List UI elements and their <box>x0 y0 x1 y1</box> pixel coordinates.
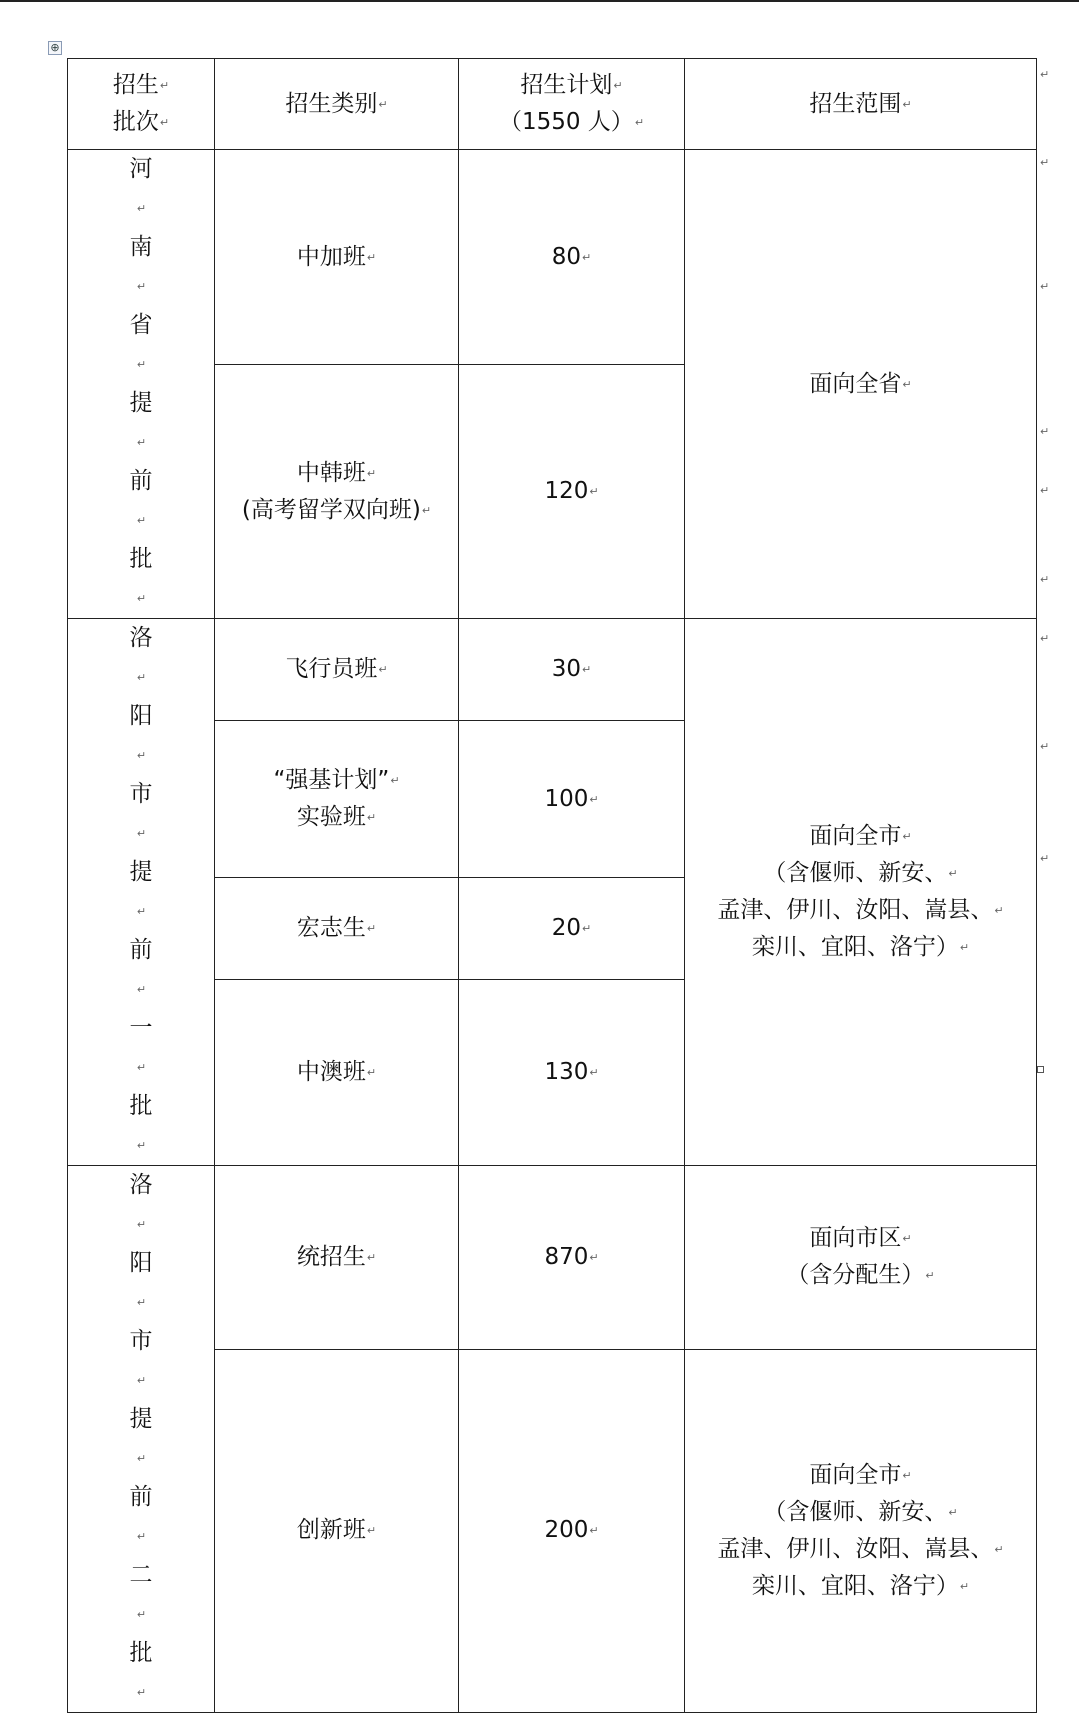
count-cell: 80↵ <box>459 150 685 365</box>
header-batch-line: 批次↵ <box>68 104 214 141</box>
paragraph-mark-icon: ↵ <box>959 941 970 954</box>
batch-char: 提 ↵ <box>68 853 214 931</box>
row-end-mark-icon: ↵ <box>1040 280 1050 293</box>
category-cell: “强基计划”↵ 实验班↵ <box>215 721 459 877</box>
paragraph-mark-icon: ↵ <box>390 774 400 788</box>
batch-char: 省 ↵ <box>68 306 214 384</box>
paragraph-mark-icon: ↵ <box>589 485 599 499</box>
paragraph-mark-icon: ↵ <box>925 1269 935 1283</box>
paragraph-mark-icon: ↵ <box>994 904 1004 917</box>
paragraph-mark-icon: ↵ <box>136 1296 147 1309</box>
paragraph-mark-icon: ↵ <box>948 1505 958 1519</box>
paragraph-mark-icon: ↵ <box>902 1468 912 1482</box>
paragraph-mark-icon: ↵ <box>136 905 147 918</box>
count-cell: 120↵ <box>459 365 685 619</box>
table-row <box>68 150 1037 365</box>
batch-char: 市 ↵ <box>68 775 214 853</box>
paragraph-mark-icon: ↵ <box>421 503 432 517</box>
paragraph-mark-icon: ↵ <box>589 1524 599 1538</box>
category-cell: 统招生↵ <box>215 1166 459 1350</box>
category-cell: 宏志生↵ <box>215 877 459 979</box>
batch-char: 批 ↵ <box>68 1087 214 1165</box>
row-end-mark-icon: ↵ <box>1040 156 1050 169</box>
batch-char: 阳 ↵ <box>68 697 214 775</box>
batch-char: 河 ↵ <box>68 150 214 228</box>
count-cell: 870↵ <box>459 1166 685 1350</box>
table-row <box>68 1166 1037 1350</box>
row-end-mark-icon: ↵ <box>1040 68 1050 81</box>
paragraph-mark-icon: ↵ <box>366 811 377 825</box>
row-end-mark-icon: ↵ <box>1040 740 1050 753</box>
paragraph-mark-icon: ↵ <box>136 1452 147 1465</box>
batch-char: 提 ↵ <box>68 384 214 462</box>
end-of-table-marker-icon <box>1037 1066 1044 1073</box>
paragraph-mark-icon: ↵ <box>136 1139 147 1152</box>
paragraph-mark-icon: ↵ <box>378 97 388 111</box>
row-end-mark-icon: ↵ <box>1040 573 1050 586</box>
batch-char: 批 ↵ <box>68 540 214 618</box>
paragraph-mark-icon: ↵ <box>136 1608 147 1621</box>
paragraph-mark-icon: ↵ <box>159 79 170 92</box>
header-batch-line: 招生↵ <box>68 67 214 104</box>
paragraph-mark-icon: ↵ <box>366 466 377 480</box>
count-cell: 130↵ <box>459 980 685 1166</box>
table-row <box>68 619 1037 721</box>
paragraph-mark-icon: ↵ <box>582 663 592 677</box>
paragraph-mark-icon: ↵ <box>136 1061 147 1074</box>
enrollment-plan-table <box>67 58 1037 1713</box>
paragraph-mark-icon: ↵ <box>136 827 147 840</box>
paragraph-mark-icon: ↵ <box>959 1579 970 1593</box>
category-cell: 中澳班↵ <box>215 980 459 1166</box>
paragraph-mark-icon: ↵ <box>634 116 645 129</box>
top-border-line <box>0 0 1079 2</box>
header-plan <box>459 59 685 150</box>
table-header-row <box>68 59 1037 150</box>
batch-cell-luoyang-second <box>68 1166 215 1713</box>
paragraph-mark-icon: ↵ <box>366 921 377 935</box>
scope-cell: 面向全市↵ （含偃师、新安、↵ 孟津、伊川、汝阳、嵩县、↵ 栾川、宜阳、洛宁）↵ <box>685 1349 1037 1712</box>
batch-char: 二 ↵ <box>68 1556 214 1634</box>
paragraph-mark-icon: ↵ <box>366 1066 377 1080</box>
scope-cell: 面向全省↵ <box>685 150 1037 619</box>
paragraph-mark-icon: ↵ <box>136 514 147 527</box>
batch-char: 洛 ↵ <box>68 619 214 697</box>
paragraph-mark-icon: ↵ <box>582 921 592 935</box>
table-move-handle-icon[interactable]: ⊕ <box>48 41 62 55</box>
paragraph-mark-icon: ↵ <box>136 202 147 215</box>
paragraph-mark-icon: ↵ <box>366 250 377 264</box>
row-end-mark-icon: ↵ <box>1040 484 1050 497</box>
row-end-mark-icon: ↵ <box>1040 632 1050 645</box>
count-cell: 30↵ <box>459 619 685 721</box>
header-plan-line: 招生计划↵ <box>459 67 684 104</box>
paragraph-mark-icon: ↵ <box>136 749 147 762</box>
paragraph-mark-icon: ↵ <box>136 671 147 684</box>
category-cell: 中加班↵ <box>215 150 459 365</box>
paragraph-mark-icon: ↵ <box>136 1218 147 1231</box>
batch-char: 市 ↵ <box>68 1322 214 1400</box>
paragraph-mark-icon: ↵ <box>366 1524 377 1538</box>
paragraph-mark-icon: ↵ <box>948 867 958 880</box>
paragraph-mark-icon: ↵ <box>582 250 592 264</box>
paragraph-mark-icon: ↵ <box>136 1530 147 1543</box>
paragraph-mark-icon: ↵ <box>136 1686 147 1699</box>
category-cell: 中韩班↵ (高考留学双向班)↵ <box>215 365 459 619</box>
count-cell: 200↵ <box>459 1349 685 1712</box>
row-end-mark-icon: ↵ <box>1040 425 1050 438</box>
header-plan-line: （1550 人）↵ <box>459 104 684 141</box>
batch-char: 南 ↵ <box>68 228 214 306</box>
scope-cell: 面向市区↵ （含分配生）↵ <box>685 1166 1037 1350</box>
paragraph-mark-icon: ↵ <box>902 377 912 391</box>
paragraph-mark-icon: ↵ <box>136 592 147 605</box>
batch-char: 前 ↵ <box>68 1478 214 1556</box>
count-cell: 20↵ <box>459 877 685 979</box>
batch-char: 阳 ↵ <box>68 1244 214 1322</box>
category-cell: 创新班↵ <box>215 1349 459 1712</box>
paragraph-mark-icon: ↵ <box>613 79 623 92</box>
paragraph-mark-icon: ↵ <box>589 1250 599 1264</box>
paragraph-mark-icon: ↵ <box>136 983 147 996</box>
category-cell: 飞行员班↵ <box>215 619 459 721</box>
header-scope: 招生范围↵ <box>685 59 1037 150</box>
header-batch <box>68 59 215 150</box>
paragraph-mark-icon: ↵ <box>136 1374 147 1387</box>
paragraph-mark-icon: ↵ <box>589 792 599 806</box>
scope-cell: 面向全市↵ （含偃师、新安、↵ 孟津、伊川、汝阳、嵩县、↵ 栾川、宜阳、洛宁）↵ <box>685 619 1037 1166</box>
paragraph-mark-icon: ↵ <box>902 97 912 111</box>
paragraph-mark-icon: ↵ <box>902 1232 912 1246</box>
batch-cell-luoyang-first <box>68 619 215 1166</box>
batch-char: 前 ↵ <box>68 931 214 1009</box>
paragraph-mark-icon: ↵ <box>994 1542 1004 1556</box>
batch-char: 批 ↵ <box>68 1634 214 1712</box>
paragraph-mark-icon: ↵ <box>136 358 147 371</box>
batch-cell-henan <box>68 150 215 619</box>
paragraph-mark-icon: ↵ <box>589 1066 599 1080</box>
header-category: 招生类别↵ <box>215 59 459 150</box>
batch-char: 洛 ↵ <box>68 1166 214 1244</box>
paragraph-mark-icon: ↵ <box>902 830 912 843</box>
paragraph-mark-icon: ↵ <box>366 1250 377 1264</box>
paragraph-mark-icon: ↵ <box>378 663 388 677</box>
batch-char: 提 ↵ <box>68 1400 214 1478</box>
batch-char: 前 ↵ <box>68 462 214 540</box>
paragraph-mark-icon: ↵ <box>136 280 147 293</box>
count-cell: 100↵ <box>459 721 685 877</box>
paragraph-mark-icon: ↵ <box>136 436 147 449</box>
paragraph-mark-icon: ↵ <box>159 116 170 129</box>
batch-char: 一 ↵ <box>68 1009 214 1087</box>
row-end-mark-icon: ↵ <box>1040 852 1050 865</box>
